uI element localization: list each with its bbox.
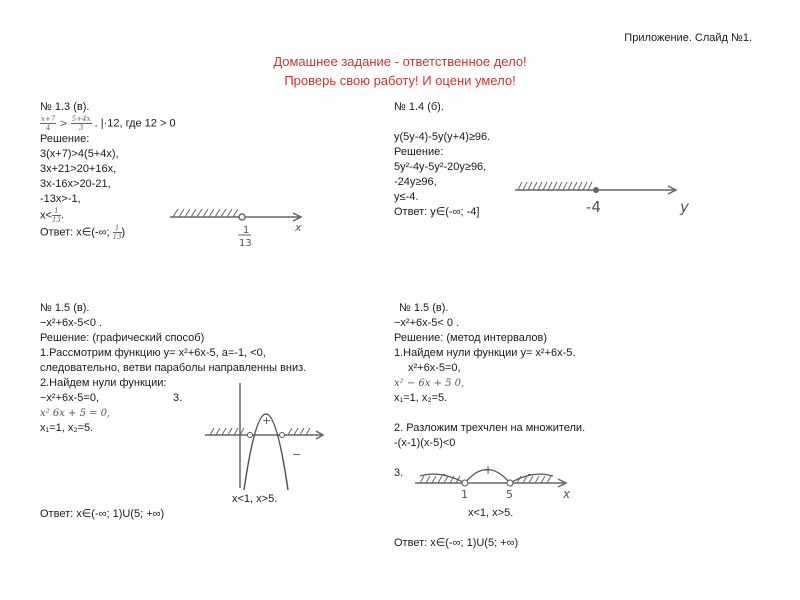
- task-1-4-number-line: [510, 178, 700, 223]
- task-1-3-step: 3x+21>20+16x,: [40, 163, 117, 175]
- task-1-4-condition: y(5y-4)-5y(y+4)≥96.: [394, 131, 491, 143]
- task-1-3-step: -13x>-1,: [40, 193, 81, 205]
- task-1-3-step: 3x-16x>20-21,: [40, 178, 111, 190]
- step3-label: 3.: [173, 392, 183, 404]
- answer-frac-den: 13: [112, 233, 122, 241]
- task-1-3-condition: [40, 115, 176, 132]
- sign-right: −: [527, 468, 537, 481]
- slide-title-line1: Домашнее задание - ответственное дело!: [273, 54, 527, 69]
- task-1-3-number: № 1.3 (в).: [40, 101, 90, 113]
- step2-eq: −x²+6x-5=0,: [40, 392, 100, 404]
- fraction-b: [71, 115, 92, 132]
- task-1-4-solution-label: Решение:: [394, 146, 444, 158]
- task-1-5b-condition: −x²+6x-5< 0 .: [394, 317, 460, 329]
- task-1-5b-step2: 2. Разложим трехчлен на множители.: [394, 422, 586, 434]
- sign-left: −: [437, 468, 447, 481]
- answer-prefix: Ответ: x∈(-∞;: [40, 226, 113, 239]
- spacer: [394, 115, 490, 130]
- root-point-5: [280, 433, 285, 438]
- fraction-b-num: 5+4x: [71, 115, 91, 123]
- fraction-one-thirteenth: [52, 207, 61, 224]
- step5-prefix: x<: [40, 209, 52, 222]
- root-point-1: [462, 480, 468, 486]
- hatching-right: [288, 428, 310, 435]
- answer-suffix: ): [121, 226, 126, 239]
- task-1-3-solution-label: Решение:: [40, 133, 90, 145]
- label-5: 5: [506, 488, 513, 501]
- root-point-1: [248, 433, 253, 438]
- task-1-5a-solution-label: Решение: (графический способ): [40, 332, 205, 344]
- axis-label-x: x: [295, 221, 302, 234]
- fraction-a-den: 4: [45, 124, 51, 132]
- frac-den: 13: [51, 216, 61, 224]
- task-1-5a-step2-eq2: x² 6x + 5 = 0,: [40, 408, 111, 419]
- hatching: [173, 209, 238, 217]
- task-1-5a-number: № 1.5 (в).: [40, 302, 90, 314]
- axis-label-x: x: [563, 487, 571, 501]
- task-1-5b-step1-eq2: x² − 6x + 5 0,: [394, 378, 465, 389]
- open-point: [239, 214, 245, 220]
- gt-sign: >: [59, 118, 68, 130]
- task-1-3-answer: [40, 224, 176, 241]
- task-1-4-step: 5y²-4y-5y²-20y≥96,: [394, 161, 487, 173]
- task-1-4-step: -24y≥96,: [394, 176, 437, 188]
- task-1-5a-step2: 2.Найдем нули функции:: [40, 377, 167, 389]
- plus-sign: +: [262, 414, 272, 427]
- task-1-5b-number: № 1.5 (в).: [399, 302, 449, 314]
- task-1-4-answer: Ответ: y∈(-∞; -4]: [394, 206, 480, 218]
- answer-fraction: [113, 224, 122, 241]
- task-1-5a-condition: −x²+6x-5<0 .: [40, 317, 103, 329]
- axis-label-y: y: [680, 198, 689, 216]
- sign-middle: +: [483, 463, 494, 477]
- task-1-4-step: y≤-4.: [394, 191, 419, 203]
- interval-graph: [405, 448, 585, 503]
- parabola-graph: [200, 378, 330, 493]
- task-1-5b-factored: -(x-1)(x-5)<0: [394, 437, 456, 449]
- task-1-5a-step1: 1.Рассмотрим функцию y= x²+6x-5, a=-1, <0,: [40, 347, 266, 359]
- hatching-left: [210, 428, 244, 435]
- task-1-5a-result: x<1, x>5.: [232, 493, 278, 505]
- closed-point: [593, 187, 599, 193]
- appendix-label: Приложение. Слайд №1.: [624, 32, 752, 44]
- answer-frac-num: 1: [113, 224, 122, 233]
- fraction-b-den: 3: [78, 124, 84, 132]
- slide-title-line2: Проверь свою работу! И оцени умело!: [284, 73, 516, 88]
- fraction-a-num: x+7: [41, 115, 56, 123]
- task-1-3-number-line: [165, 195, 325, 255]
- minus-sign: −: [292, 448, 302, 461]
- task-1-5b-step1: 1.Найдем нули функции y= x²+6x-5.: [394, 347, 576, 359]
- task-1-3-step: 3(x+7)>4(5+4x),: [40, 148, 119, 160]
- task-1-5a-step1b: следовательно, ветви параболы направленны вниз.: [40, 362, 307, 374]
- task-1-3: [40, 100, 176, 241]
- graph-point-label: -4: [586, 198, 601, 216]
- task-1-3-step-result: [40, 207, 176, 224]
- hatching: [518, 182, 592, 190]
- task-1-5b-answer: Ответ: x∈(-∞; 1)U(5; +∞): [394, 537, 519, 549]
- task-1-5a-answer: Ответ: x∈(-∞; 1)U(5; +∞): [40, 508, 165, 520]
- graph-label-1: 1: [243, 225, 250, 236]
- task-1-5b-step1-eq: x²+6x-5=0,: [408, 362, 461, 374]
- step5-suffix: .: [60, 209, 64, 222]
- task-1-5b-roots: x₁=1, x₂=5.: [394, 392, 448, 404]
- label-1: 1: [461, 488, 468, 501]
- fraction-a: [40, 115, 56, 132]
- multiplier-note: . |·12, где 12 > 0: [94, 117, 176, 130]
- frac-num: 1: [52, 207, 61, 216]
- graph-label-13: 13: [239, 238, 252, 249]
- task-1-5b-result: x<1, x>5.: [468, 507, 514, 519]
- task-1-5b-solution-label: Решение: (метод интервалов): [394, 332, 547, 344]
- task-1-4-number: № 1.4 (б).: [394, 101, 444, 113]
- task-1-5a-roots: x₁=1, x₂=5.: [40, 422, 94, 434]
- task-1-5b-step3: 3.: [394, 467, 404, 479]
- spacer: [394, 406, 585, 421]
- root-point-5: [507, 480, 513, 486]
- task-1-4: [394, 100, 490, 220]
